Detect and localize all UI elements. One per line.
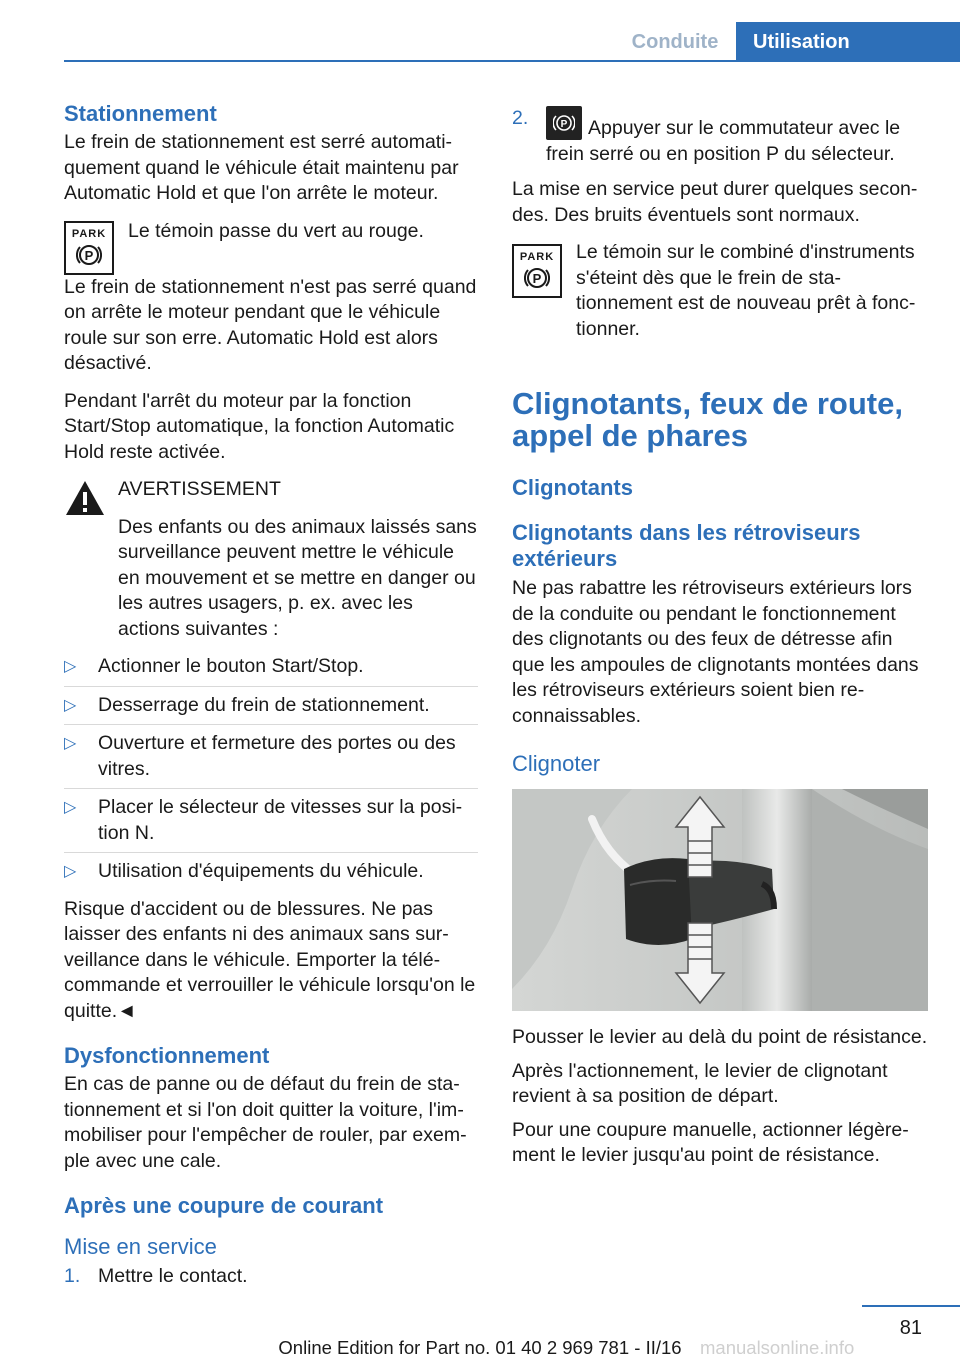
paragraph-stationnement: Le frein de stationnement est serré automatiquement quand le véhicule était maintenu par Automatic Hold et que l'on arrête le moteur. [64,131,459,204]
park-icon-label: PARK [519,251,555,263]
park-indicator-block [64,219,478,275]
warning-text: Des enfants ou des animaux laissés sans surveillance peuvent mettre le véhicule en mouvement et se mettre en danger ou les autres usagers, p. ex. avec les actions suivantes : [118,515,477,640]
svg-text:P: P [532,271,542,286]
parking-brake-switch-icon [546,106,582,140]
park-icon-label: PARK [71,227,107,240]
triangle-bullet-icon: ▷ [64,799,77,816]
heading-clignotants: Clignotants [512,475,633,500]
park-brake-icon [512,244,562,298]
step-number: 1. [64,1265,81,1287]
heading-stationnement: Stationnement [64,101,217,126]
paragraph-pousser: Pousser le levier au delà du point de résistance. [512,1026,928,1048]
svg-text:P: P [84,247,94,263]
list-item: ▷ Actionner le bouton Start/Stop. [64,654,478,687]
footer-edition: Online Edition for Part no. 01 40 2 969 781 - II/16 [278,1337,682,1358]
footer-rule [862,1305,960,1307]
steps-list-continued [512,106,928,167]
tab-utilisation[interactable]: Utilisation [736,22,960,62]
left-column [64,100,478,1290]
list-item: ▷ Ouverture et fermeture des portes ou des vitres. [64,731,478,789]
right-column [512,100,928,1181]
park-brake-icon [64,221,114,275]
list-item: ▷ Desserrage du frein de stationnement. [64,693,478,726]
paragraph-mise-en-service: La mise en service peut durer quelques secondes. Des bruits éventuels sont normaux. [512,178,918,226]
list-item: 2. P Appuyer sur le commutateur avec le frein serré ou en position P du sélecteur. [512,107,901,165]
watermark: manualsonline.info [700,1337,855,1358]
paragraph-apres: Après l'actionnement, le levier de clignotant revient à sa position de départ. [512,1059,888,1107]
temoin-text-1: Le témoin passe du vert au rouge. [128,219,424,242]
triangle-bullet-icon: ▷ [64,863,77,880]
heading-clignoter: Clignoter [512,751,601,776]
heading-retroviseurs: Clignotants dans les rétroviseurs extérieurs [512,520,861,571]
heading-coupure-courant: Après une coupure de courant [64,1193,384,1218]
turn-signal-lever-image [512,789,928,1011]
paragraph-manuelle: Pour une coupure manuelle, actionner légèrement le levier jusqu'au point de résistance. [512,1118,909,1166]
paragraph-retroviseurs: Ne pas rabattre les rétroviseurs extérieurs lors de la conduite ou pendant le fonctionnement des clignotants ou des feux de détresse afin que les ampoules de clignotants montées dans les rétroviseurs extérieurs soient bien reconnaissables. [512,577,919,727]
warning-icon [64,479,106,525]
triangle-bullet-icon: ▷ [64,658,77,675]
step-number: 2. [512,107,529,129]
list-item: 1. Mettre le contact. [64,1264,478,1290]
svg-text:P: P [560,119,568,130]
temoin-text-3: Le témoin sur le combiné d'instruments s'éteint dès que le frein de stationnement est de nouveau prêt à fonctionner. [576,241,916,340]
paragraph-dysfonctionnement: En cas de panne ou de défaut du frein de stationnement et si l'on doit quitter la voiture, l'immobiliser pour l'empêcher de rouler, par exemple avec une cale. [64,1073,467,1172]
paragraph-startstop: Pendant l'arrêt du moteur par la fonction Start/Stop automatique, la fonction Automatic Hold reste activée. [64,389,455,463]
steps-list [64,1264,478,1290]
temoin-text-2: Le frein de stationnement n'est pas serré quand on arrête le moteur pendant que le véhicule roule sur son erre. Automatic Hold est alors désactivé. [64,275,477,374]
page-number: 81 [899,1317,922,1339]
triangle-bullet-icon: ▷ [64,735,77,752]
warning-conclusion: Risque d'accident ou de blessures. Ne pas laisser des enfants ni des animaux sans surveillance dans le véhicule. Emporter la télécommande et verrouiller le véhicule lorsqu'on le quitte.◄ [64,897,476,1022]
list-item: ▷ Utilisation d'équipements du véhicule. [64,859,478,891]
tab-conduite[interactable]: Conduite [631,31,719,53]
park-indicator-block-2 [512,240,928,354]
heading-dysfonctionnement: Dysfonctionnement [64,1043,270,1068]
list-item: ▷ Placer le sélecteur de vitesses sur la position N. [64,795,478,853]
heading-mise-en-service: Mise en service [64,1234,217,1259]
heading-clignotants-main: Clignotants, feux de route, appel de phares [512,386,903,453]
triangle-bullet-icon: ▷ [64,696,77,714]
warning-list [64,654,478,891]
warning-title: AVERTISSEMENT [118,478,281,500]
